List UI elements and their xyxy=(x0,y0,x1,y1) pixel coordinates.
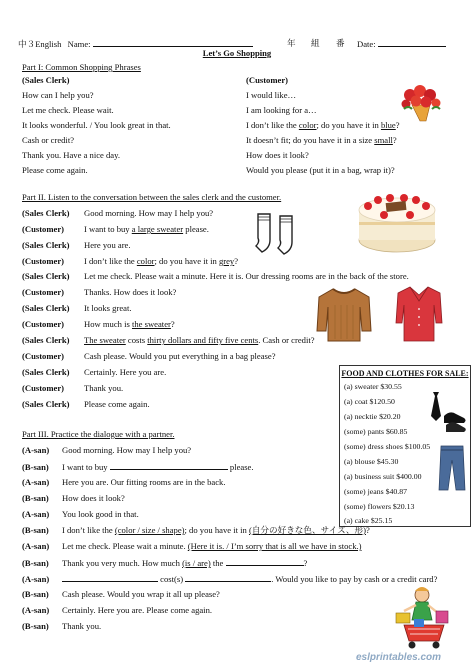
name-field[interactable] xyxy=(93,39,253,47)
item-blank[interactable] xyxy=(110,462,228,470)
clerk-phrase: Let me check. Please wait. xyxy=(22,105,114,115)
sale-item: (a) cake $25.15 xyxy=(344,516,393,525)
clerk-phrase: Please come again. xyxy=(22,165,88,175)
dialogue-row: (Sales Clerk) Please come again. xyxy=(22,399,150,409)
flowers-icon xyxy=(398,83,444,123)
practice-row: (A-san) Let me check. Please wait a minute. (Here it is. / I’m sorry that is all we have in stock.) xyxy=(22,541,362,551)
clerk-phrase: It looks wonderful. / You look great in that. xyxy=(22,120,171,130)
sale-item: (a) coat $120.50 xyxy=(344,397,395,406)
dialogue-row: (Sales Clerk) It looks great. xyxy=(22,303,132,313)
practice-row: (A-san) Good morning. How may I help you? xyxy=(22,445,192,455)
customer-phrase: How does it look? xyxy=(246,150,309,160)
dialogue-row: (Sales Clerk) Here you are. xyxy=(22,240,131,250)
item-blank[interactable] xyxy=(62,574,158,582)
customer-phrase: I don’t like the color; do you have it in blue? xyxy=(246,120,400,130)
class-label: 中３English xyxy=(18,39,62,49)
dialogue-row: (Customer) I don’t like the color; do you have it in grey? xyxy=(22,256,239,266)
customer-phrase: I would like… xyxy=(246,90,297,100)
name-label: Name: xyxy=(67,39,91,49)
sale-item: (a) blouse $45.30 xyxy=(344,457,399,466)
part1-heading: Part I: Common Shopping Phrases xyxy=(22,62,141,72)
practice-row: (B-san) I want to buy please. xyxy=(22,462,254,472)
food-clothes-box xyxy=(339,365,471,527)
customer-phrase: I am looking for a… xyxy=(246,105,317,115)
sale-item: (some) flowers $20.13 xyxy=(344,502,415,511)
clerk-heading: (Sales Clerk) xyxy=(22,75,70,85)
price-blank[interactable] xyxy=(185,574,271,582)
dialogue-row: (Sales Clerk) Let me check. Please wait a minute. Here it is. Our dressing rooms are in the back of the store. xyxy=(22,271,409,281)
practice-row: (B-san) I don’t like the (color / size / shape); do you have it in (自分の好きな色、サイズ、形)? xyxy=(22,525,370,535)
page-title: Let’s Go Shopping xyxy=(202,48,272,58)
sale-item: (some) pants $60.85 xyxy=(344,427,408,436)
date-field[interactable] xyxy=(378,39,446,47)
dialogue-row: (Sales Clerk) Good morning. How may I help you? xyxy=(22,208,214,218)
socks-icon xyxy=(252,212,304,258)
dialogue-row: (Sales Clerk) Certainly. Here you are. xyxy=(22,367,167,377)
practice-row: (A-san) cost(s) . Would you like to pay by cash or a credit card? xyxy=(22,574,438,584)
part2-heading: Part II. Listen to the conversation between the sales clerk and the customer. xyxy=(22,192,282,202)
practice-row: (A-san) Certainly. Here you are. Please come again. xyxy=(22,605,213,615)
customer-heading: (Customer) xyxy=(246,75,288,85)
sweater-icon xyxy=(315,285,373,343)
necktie-shoes-icon xyxy=(430,390,468,436)
practice-row: (B-san) How does it look? xyxy=(22,493,125,503)
cake-icon xyxy=(356,182,438,254)
watermark: eslprintables.com xyxy=(356,652,442,663)
dialogue-row: (Customer) Cash please. Would you put everything in a bag please? xyxy=(22,351,276,361)
nen-label: 年 xyxy=(287,38,296,48)
ban-label: 番 xyxy=(336,38,345,48)
item-blank[interactable] xyxy=(226,558,304,566)
sale-item: (a) sweater $30.55 xyxy=(344,382,402,391)
sale-item: (a) necktie $20.20 xyxy=(344,412,401,421)
practice-row: (A-san) You look good in that. xyxy=(22,509,139,519)
customer-phrase: It doesn’t fit; do you have it in a size small? xyxy=(246,135,397,145)
clerk-phrase: Cash or credit? xyxy=(22,135,75,145)
sale-item: (some) jeans $40.87 xyxy=(344,487,408,496)
dialogue-row: (Customer) I want to buy a large sweater please. xyxy=(22,224,209,234)
jeans-icon xyxy=(438,444,466,492)
practice-row: (B-san) Thank you very much. How much (is / are) the ? xyxy=(22,558,308,568)
sale-item: (some) dress shoes $100.05 xyxy=(344,442,431,451)
part3-heading: Part III. Practice the dialogue with a partner. xyxy=(22,429,175,439)
practice-row: (B-san) Thank you. xyxy=(22,621,102,631)
customer-phrase: Would you please (put it in a bag, wrap it)? xyxy=(246,165,395,175)
shopper-cartoon-icon xyxy=(388,585,458,651)
practice-row: (A-san) Here you are. Our fitting rooms are in the back. xyxy=(22,477,226,487)
food-box-title: FOOD AND CLOTHES FOR SALE: xyxy=(341,369,469,378)
clerk-phrase: Thank you. Have a nice day. xyxy=(22,150,120,160)
sale-item: (a) business suit $400.00 xyxy=(344,472,422,481)
dialogue-row: (Customer) How much is the sweater? xyxy=(22,319,175,329)
kumi-label: 組 xyxy=(311,38,320,48)
dialogue-row: (Customer) Thank you. xyxy=(22,383,124,393)
practice-row: (B-san) Cash please. Would you wrap it all up please? xyxy=(22,589,220,599)
clerk-phrase: How can I help you? xyxy=(22,90,94,100)
dialogue-row: (Customer) Thanks. How does it look? xyxy=(22,287,177,297)
dialogue-row: (Sales Clerk) The sweater costs thirty dollars and fifty five cents. Cash or credit? xyxy=(22,335,315,345)
blouse-icon xyxy=(394,283,444,345)
date-label: Date: xyxy=(357,39,376,49)
